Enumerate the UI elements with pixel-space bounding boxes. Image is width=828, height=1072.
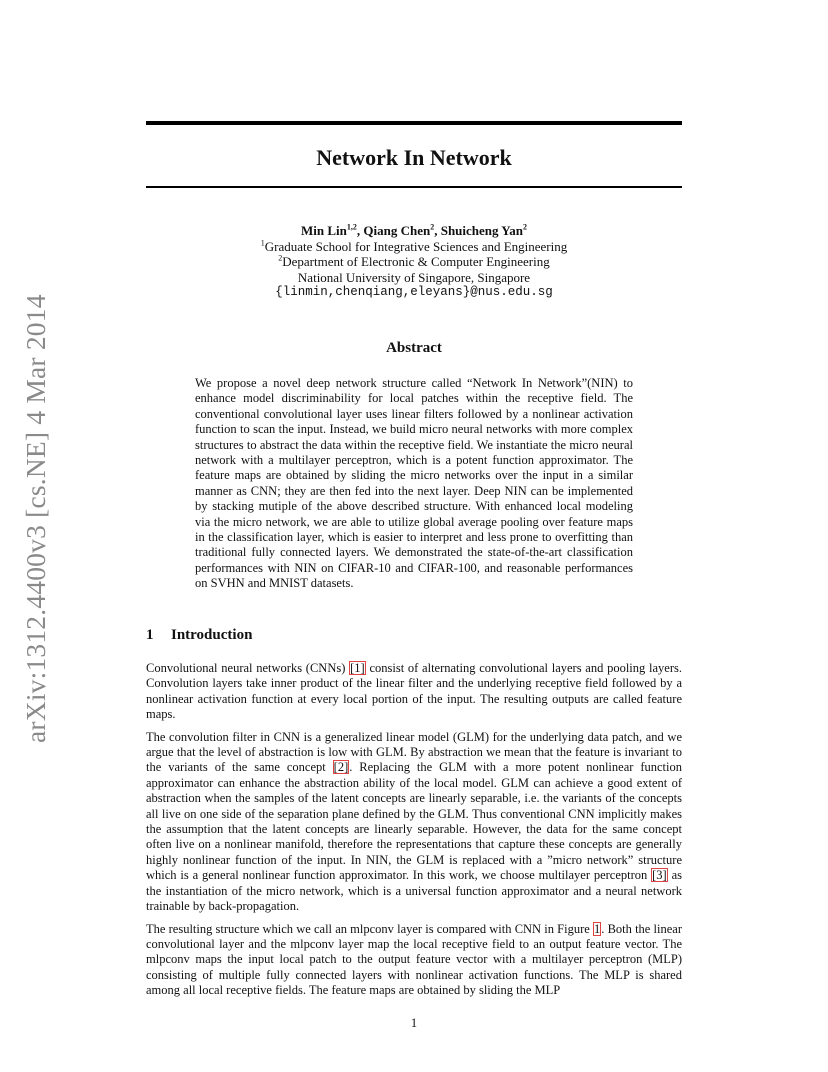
- arxiv-identifier: arXiv:1312.4400v3 [cs.NE] 4 Mar 2014: [20, 294, 51, 743]
- paragraph-text: . Both the linear convolutional layer and the mlpconv layer map the local receptive field to an output feature vector. The mlpconv maps the input local patch to the output feature vector with a multilayer perceptron (MLP) consisting of multiple fully connected layers with nonlinear activation functions. The MLP is shared among all local receptive fields. The feature maps are obtained by sliding the MLP: [146, 921, 682, 998]
- affiliation-line: [146, 254, 682, 270]
- author-name: Qiang Chen: [363, 223, 431, 238]
- paragraph-text: The convolution filter in CNN is a generalized linear model (GLM) for the underlying data patch, and we argue that the level of abstraction is low with GLM. By abstraction we mean that the feature is invariant to the variants of the same concept: [146, 729, 682, 775]
- citation-link[interactable]: [3]: [652, 868, 667, 883]
- author-affiliation-mark: 2: [522, 222, 527, 232]
- paragraph-text: Convolutional neural networks (CNNs): [146, 661, 350, 675]
- affiliation-mark: 1: [260, 238, 265, 248]
- paragraph-text: consist of alternating convolutional layers and pooling layers. Convolution layers take inner product of the linear filter and the underlying receptive field followed by a nonlinear activation function at every local portion of the input. The resulting outputs are called feature maps.: [146, 661, 682, 722]
- affiliation-mark: 2: [278, 253, 283, 263]
- author-names: Min Lin$^{1,2}$, Qiang Chen$^2$, Shuicheng Yan$^2$: [301, 222, 527, 238]
- university: National University of Singapore, Singapore: [297, 269, 531, 285]
- affiliation-1: Graduate School for Integrative Sciences and Engineering: [264, 238, 568, 254]
- affiliation-line: [146, 239, 682, 255]
- body-paragraph: [146, 922, 682, 999]
- author-name: Shuicheng Yan: [440, 223, 523, 238]
- citation-link[interactable]: [2]: [333, 760, 349, 775]
- paragraph-text: The resulting structure which we call an mlpconv layer is compared with CNN in Figure: [146, 921, 594, 936]
- author-affiliation-mark: 1,2: [346, 222, 357, 232]
- title-bottom-rule: [146, 186, 682, 188]
- body-paragraph: [146, 730, 682, 915]
- author-emails: {linmin,chenqiang,eleyans}@nus.edu.sg: [275, 285, 553, 299]
- abstract-text: We propose a novel deep network structure called “Network In Network”(NIN) to enhance model discriminability for local patches within the receptive field. The conventional convolutional layer uses linear filters followed by a nonlinear activation function to scan the input. Instead, we build micro neural networks with more complex structures to abstract the data within the receptive field. We instantiate the micro neural network with a multilayer perceptron, which is a potent function approximator. The feature maps are obtained by sliding the micro networks over the input in a similar manner as CNN; they are then fed into the next layer. Deep NIN can be implemented by stacking mutiple of the above described structure. With enhanced local modeling via the micro network, we are able to utilize global average pooling over feature maps in the classification layer, which is easier to interpret and less prone to overfitting than traditional fully connected layers. We demonstrated the state-of-the-art classification performances with NIN on CIFAR-10 and CIFAR-100, and reasonable performances on SVHN and MNIST datasets.: [195, 376, 633, 591]
- citation-link[interactable]: 1: [594, 921, 601, 936]
- introduction-body: [146, 661, 682, 1006]
- paper-title: Network In Network: [316, 145, 512, 170]
- abstract-heading: Abstract: [386, 340, 442, 356]
- paragraph-text: as the instantiation of the micro network, which is a universal function approximator and a neural network trainable by back-propagation.: [146, 868, 682, 914]
- section-title: Introduction: [171, 627, 253, 643]
- citation-link[interactable]: [1]: [350, 661, 365, 675]
- page-number: 1: [410, 1016, 418, 1030]
- section-number: 1: [146, 627, 154, 643]
- section-heading: [146, 627, 252, 644]
- author-name: Min Lin: [301, 223, 347, 238]
- affiliation-2: Department of Electronic & Computer Engineering: [282, 254, 550, 269]
- author-affiliation-mark: 2: [430, 222, 435, 232]
- author-block: [146, 223, 682, 301]
- title-top-rule: [146, 121, 682, 125]
- paragraph-text: . Replacing the GLM with a more potent nonlinear function approximator can enhance the abstraction ability of the local model. GLM can achieve a good extent of abstraction when the samples of the latent concepts are linearly separable, i.e. the variants of the concepts all live on one side of the separation plane defined by the GLM. Thus conventional CNN implicitly makes the assumption that the latent concepts are linearly separable. However, the data for the same concept often live on a nonlinear manifold, therefore the representations that capture these concepts are generally highly nonlinear function of the input. In NIN, the GLM is replaced with a ”micro network” structure which is a general nonlinear function approximator. In this work, we choose multilayer perceptron: [146, 760, 682, 883]
- body-paragraph: [146, 661, 682, 723]
